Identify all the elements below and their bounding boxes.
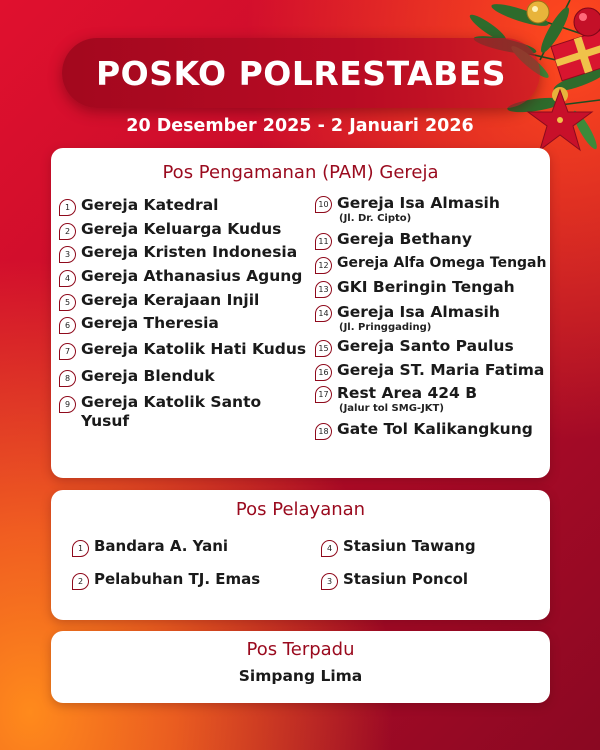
list-item: 3 Gereja Kristen Indonesia (59, 243, 297, 263)
map-pin-number-icon: 5 (59, 294, 76, 311)
map-pin-number-icon: 4 (59, 270, 76, 287)
map-pin-number-icon: 3 (321, 573, 338, 590)
map-pin-number-icon: 3 (59, 246, 76, 263)
list-item: 1 Bandara A. Yani (72, 537, 228, 557)
list-item: 11 Gereja Bethany (315, 230, 472, 250)
list-item: 6 Gereja Theresia (59, 314, 219, 334)
map-pin-number-icon: 9 (59, 396, 76, 413)
pam-title: Pos Pengamanan (PAM) Gereja (162, 162, 439, 183)
list-item: 17 Rest Area 424 B (Jalur tol SMG-JKT) (315, 383, 477, 415)
map-pin-number-icon: 15 (315, 340, 332, 357)
list-item: 18 Gate Tol Kalikangkung (315, 420, 533, 440)
date-range: 20 Desember 2025 - 2 Januari 2026 (126, 116, 474, 136)
list-item: 2 Gereja Keluarga Kudus (59, 220, 281, 240)
map-pin-number-icon: 2 (72, 573, 89, 590)
list-item: 8 Gereja Blenduk (59, 367, 215, 387)
list-item: 4 Gereja Athanasius Agung (59, 267, 302, 287)
map-pin-number-icon: 12 (315, 257, 332, 274)
list-item: 15 Gereja Santo Paulus (315, 337, 514, 357)
pam-card (51, 148, 550, 478)
map-pin-number-icon: 17 (315, 386, 332, 403)
list-item: 4 Stasiun Tawang (321, 537, 476, 557)
list-item: 3 Stasiun Poncol (321, 570, 468, 590)
map-pin-number-icon: 2 (59, 223, 76, 240)
map-pin-number-icon: 11 (315, 233, 332, 250)
list-item: 14 Gereja Isa Almasih (Jl. Pringgading) (315, 302, 500, 334)
list-item: 9 Gereja Katolik Santo Yusuf (59, 393, 274, 431)
terpadu-location: Simpang Lima (238, 667, 363, 685)
list-item: 10 Gereja Isa Almasih (Jl. Dr. Cipto) (315, 193, 500, 225)
list-item: 1 Gereja Katedral (59, 196, 218, 216)
map-pin-number-icon: 4 (321, 540, 338, 557)
title-banner (62, 38, 540, 108)
pelayanan-title: Pos Pelayanan (235, 499, 366, 520)
list-item: 2 Pelabuhan TJ. Emas (72, 570, 260, 590)
map-pin-number-icon: 1 (72, 540, 89, 557)
pelayanan-card (51, 490, 550, 620)
list-item: 16 Gereja ST. Maria Fatima (315, 361, 544, 381)
terpadu-card (51, 631, 550, 703)
list-item: 7 Gereja Katolik Hati Kudus (59, 340, 306, 360)
map-pin-number-icon: 10 (315, 196, 332, 213)
list-item: 5 Gereja Kerajaan Injil (59, 291, 259, 311)
map-pin-number-icon: 8 (59, 370, 76, 387)
map-pin-number-icon: 14 (315, 305, 332, 322)
list-item: 12 Gereja Alfa Omega Tengah (315, 254, 546, 274)
map-pin-number-icon: 6 (59, 317, 76, 334)
map-pin-number-icon: 13 (315, 281, 332, 298)
map-pin-number-icon: 18 (315, 423, 332, 440)
list-item: 13 GKI Beringin Tengah (315, 278, 515, 298)
terpadu-title: Pos Terpadu (246, 639, 355, 660)
page-title: POSKO POLRESTABES (95, 53, 507, 93)
map-pin-number-icon: 1 (59, 199, 76, 216)
map-pin-number-icon: 16 (315, 364, 332, 381)
map-pin-number-icon: 7 (59, 343, 76, 360)
